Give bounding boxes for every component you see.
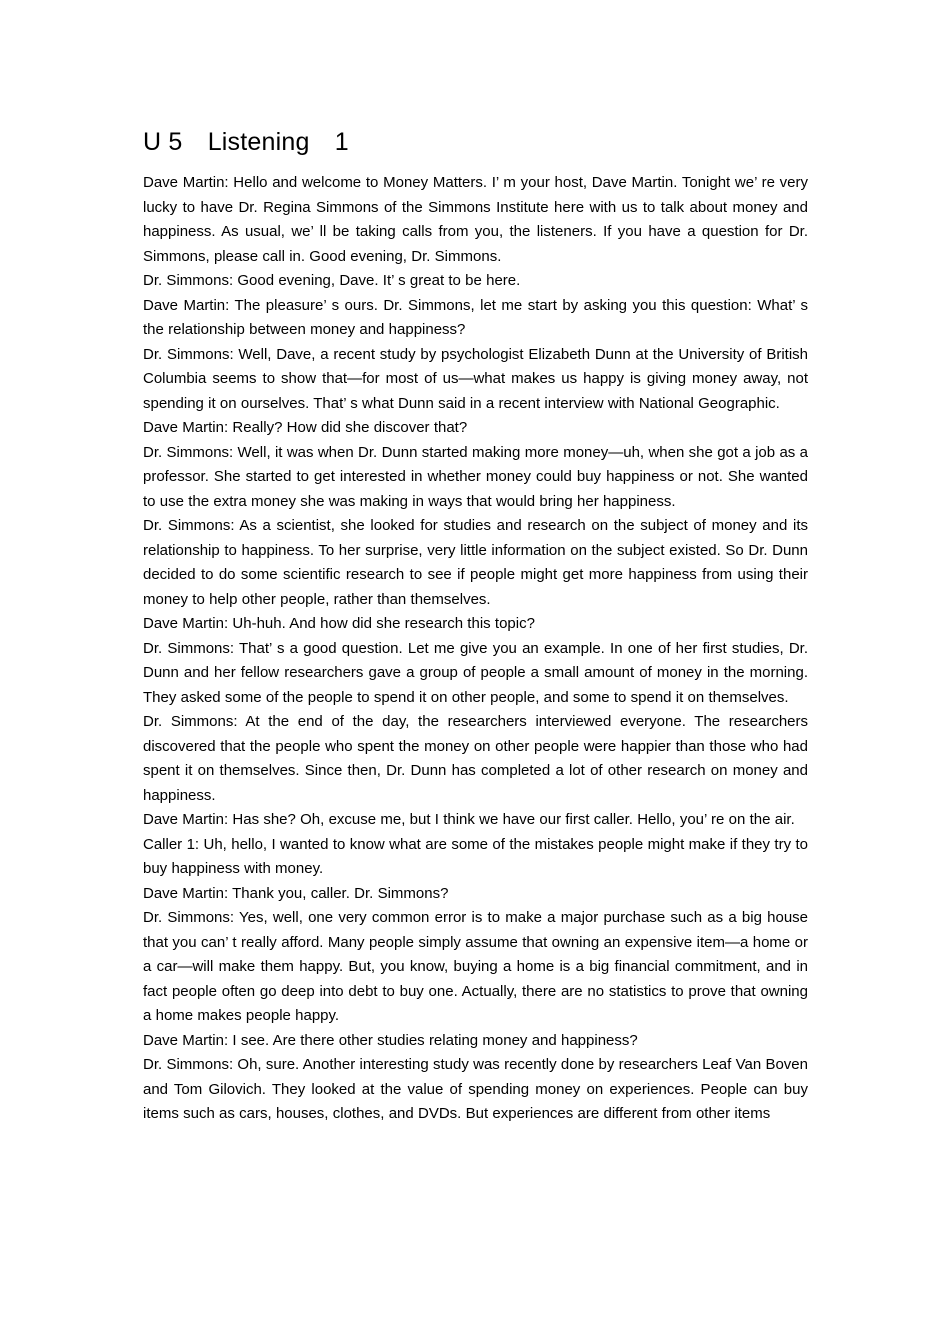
transcript-paragraph: Caller 1: Uh, hello, I wanted to know what are some of the mistakes people might make if they try to buy happiness with money. (143, 835, 808, 877)
transcript-paragraph: Dr. Simmons: Oh, sure. Another interesting study was recently done by researchers Leaf Van Boven and Tom Gilovich. They looked at the value of spending money on experiences. People can buy items such as cars, houses, clothes, and DVDs. But experiences are different from other items (143, 1056, 808, 1122)
transcript-paragraph: Dr. Simmons: Well, it was when Dr. Dunn started making more money—uh, when she got a job as a professor. She started to get interested in whether money could buy happiness or not. She wanted to use the extra money she was making in ways that would bring her happiness. (143, 443, 808, 510)
transcript-paragraph: Dave Martin: Has she? Oh, excuse me, but I think we have our first caller. Hello, you’ re on the air. (143, 811, 795, 828)
transcript-paragraph: Dave Martin: I see. Are there other studies relating money and happiness? (143, 1031, 638, 1049)
page-title: U 5 Listening 1 (143, 128, 349, 156)
transcript-paragraph: Dave Martin: Thank you, caller. Dr. Simmons? (143, 884, 449, 902)
transcript-paragraph: Dave Martin: The pleasure’ s ours. Dr. Simmons, let me start by asking you this question: What’ s the relationship between money and happiness? (143, 296, 808, 338)
transcript-paragraph: Dr. Simmons: That’ s a good question. Let me give you an example. In one of her first studies, Dr. Dunn and her fellow researchers gave a group of people a small amount of money in the morning. They asked some of the people to spend it on other people, and some to spend it on themselves. (143, 639, 808, 706)
transcript-paragraph: Dave Martin: Uh-huh. And how did she research this topic? (143, 615, 535, 632)
document-body (143, 125, 808, 1127)
transcript-paragraph: Dr. Simmons: Yes, well, one very common error is to make a major purchase such as a big house that you can’ t really afford. Many people simply assume that owning an expensive item—a home or a car—will make them happy. But, you know, buying a home is a big financial commitment, and in fact people often go deep into debt to buy one. Actually, there are no statistics to prove that owning a home makes people happy. (143, 909, 808, 1024)
transcript-paragraph: Dr. Simmons: As a scientist, she looked for studies and research on the subject of money and its relationship to happiness. To her surprise, very little information on the subject existed. So Dr. Dunn decided to do some scientific research to see if people might get more happiness from using their money to help other people, rather than themselves. (143, 517, 808, 608)
transcript-paragraph: Dr. Simmons: Good evening, Dave. It’ s great to be here. (143, 272, 521, 289)
transcript-paragraph: Dave Martin: Hello and welcome to Money Matters. I’ m your host, Dave Martin. Tonight we’ re very lucky to have Dr. Regina Simmons of the Simmons Institute here with us to talk about money and happiness. As usual, we’ ll be taking calls from you, the listeners. If you have a question for Dr. Simmons, please call in. Good evening, Dr. Simmons. (143, 174, 808, 265)
transcript-paragraph: Dr. Simmons: Well, Dave, a recent study by psychologist Elizabeth Dunn at the University of British Columbia seems to show that—for most of us—what makes us happy is giving money away, not spending it on ourselves. That’ s what Dunn said in a recent interview with National Geographic. (143, 345, 808, 412)
transcript-paragraph: Dave Martin: Really? How did she discover that? (143, 419, 468, 436)
transcript-paragraph: Dr. Simmons: At the end of the day, the researchers interviewed everyone. The researchers discovered that the people who spent the money on other people were happier than those who had spent it on themselves. Since then, Dr. Dunn has completed a lot of other research on money and happiness. (143, 713, 808, 804)
